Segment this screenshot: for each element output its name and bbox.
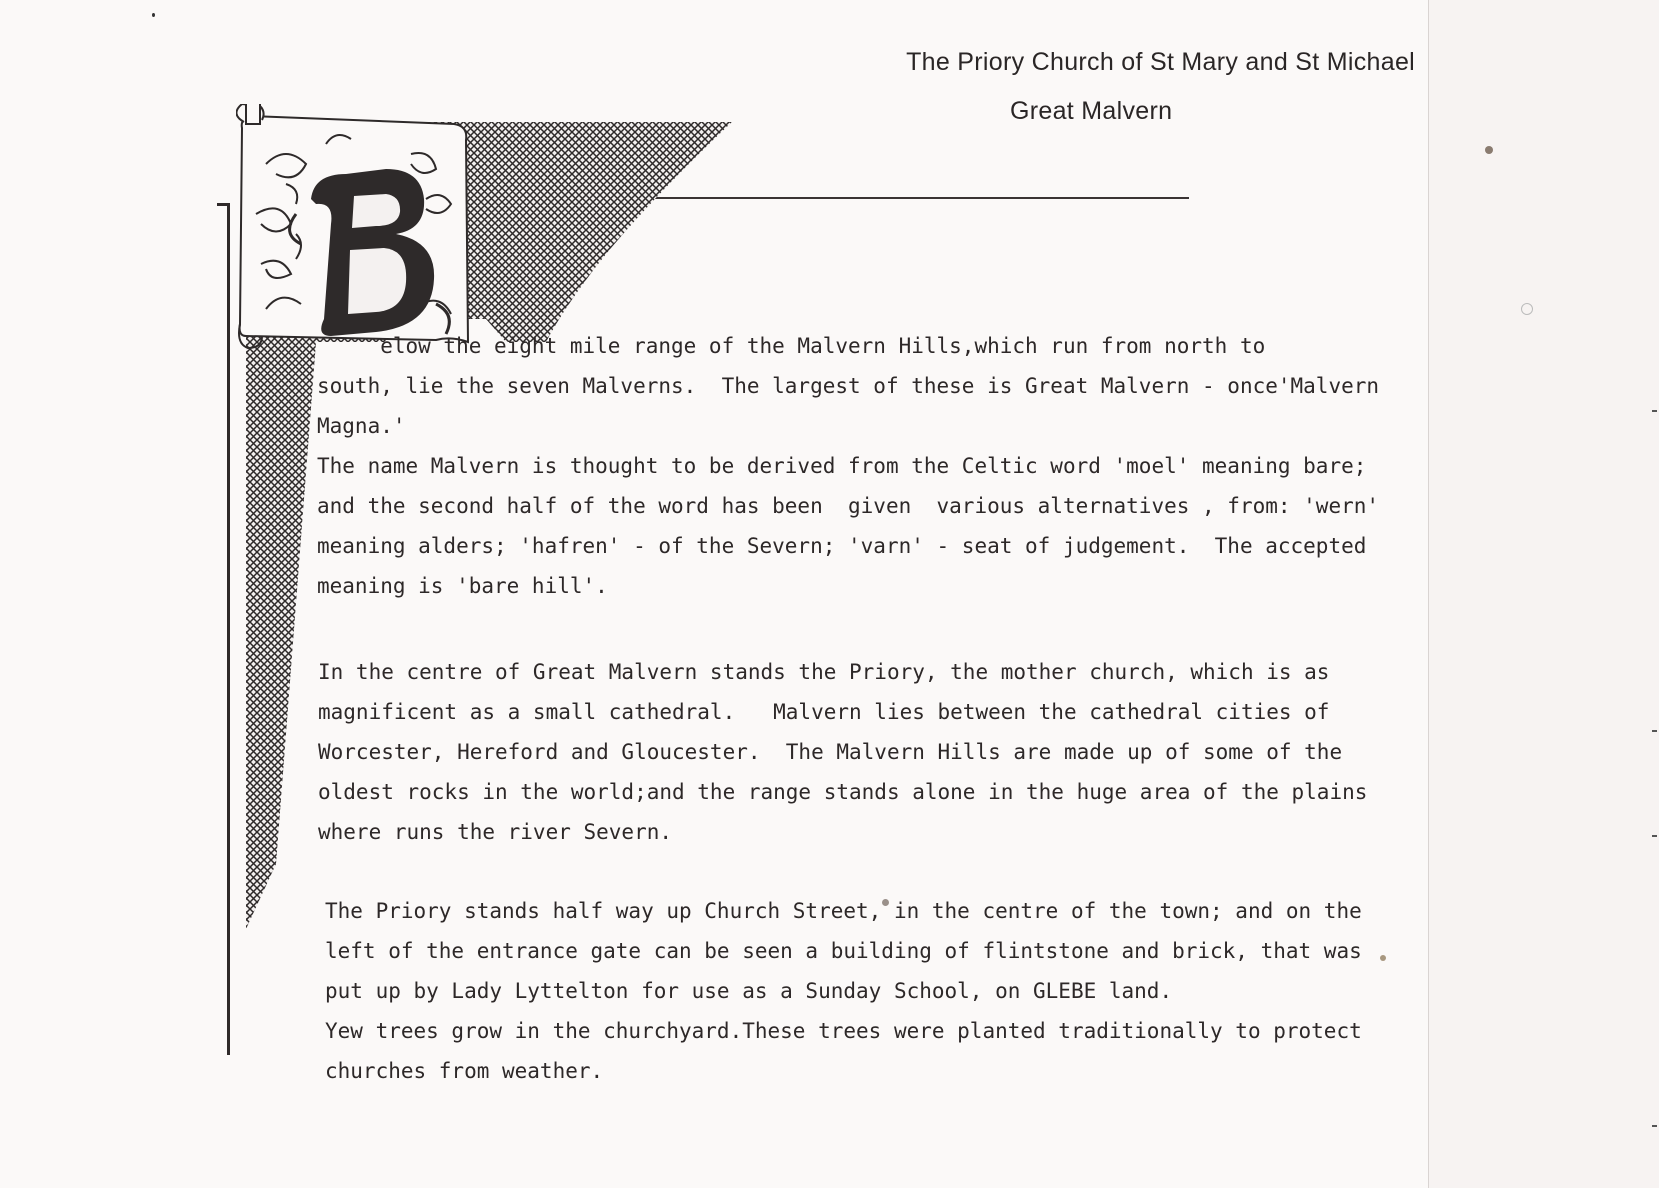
text-line: left of the entrance gate can be seen a building of flintstone and brick, that was xyxy=(325,939,1362,963)
paper-speck xyxy=(1485,146,1493,154)
text-line: churches from weather. xyxy=(325,1059,604,1083)
text-line: Yew trees grow in the churchyard.These trees were planted traditionally to protect xyxy=(325,1019,1362,1043)
edge-mark xyxy=(1652,1125,1657,1127)
text-line: meaning is 'bare hill'. xyxy=(317,574,608,598)
text-line: oldest rocks in the world;and the range stands alone in the huge area of the plains xyxy=(318,780,1368,804)
text-line: magnificent as a small cathedral. Malvern lies between the cathedral cities of xyxy=(318,700,1330,724)
header-title: The Priory Church of St Mary and St Michael xyxy=(906,48,1415,76)
text-line: put up by Lady Lyttelton for use as a Sunday School, on GLEBE land. xyxy=(325,979,1173,1003)
header-subtitle: Great Malvern xyxy=(1010,97,1173,125)
text-line: meaning alders; 'hafren' - of the Severn; 'varn' - seat of judgement. The accepted xyxy=(317,534,1367,558)
text-line: In the centre of Great Malvern stands the Priory, the mother church, which is as xyxy=(318,660,1330,684)
text-line: elow the eight mile range of the Malvern Hills,which run from north to xyxy=(317,334,1266,358)
edge-mark xyxy=(1652,730,1657,732)
text-line: and the second half of the word has been given various alternatives , from: 'wern' xyxy=(317,494,1380,518)
paragraph-3 xyxy=(325,891,1362,1091)
paper-hole xyxy=(1521,303,1533,315)
margin-bracket xyxy=(227,203,230,1055)
paragraph-1 xyxy=(317,326,1379,606)
paper-speck xyxy=(152,13,155,17)
text-line: south, lie the seven Malverns. The largest of these is Great Malvern - once'Malvern xyxy=(317,374,1380,398)
paragraph-2 xyxy=(318,652,1367,852)
page-fold-line xyxy=(1428,0,1429,1188)
paper-speck xyxy=(1380,955,1386,961)
text-line: Worcester, Hereford and Gloucester. The Malvern Hills are made up of some of the xyxy=(318,740,1343,764)
edge-mark xyxy=(1652,410,1657,412)
text-line: where runs the river Severn. xyxy=(318,820,673,844)
edge-mark xyxy=(1652,835,1657,837)
facing-page-strip xyxy=(1429,0,1659,1188)
text-line: The Priory stands half way up Church Street, in the centre of the town; and on the xyxy=(325,899,1362,923)
text-line: Magna.' xyxy=(317,414,406,438)
text-line: The name Malvern is thought to be derived from the Celtic word 'moel' meaning bare; xyxy=(317,454,1367,478)
